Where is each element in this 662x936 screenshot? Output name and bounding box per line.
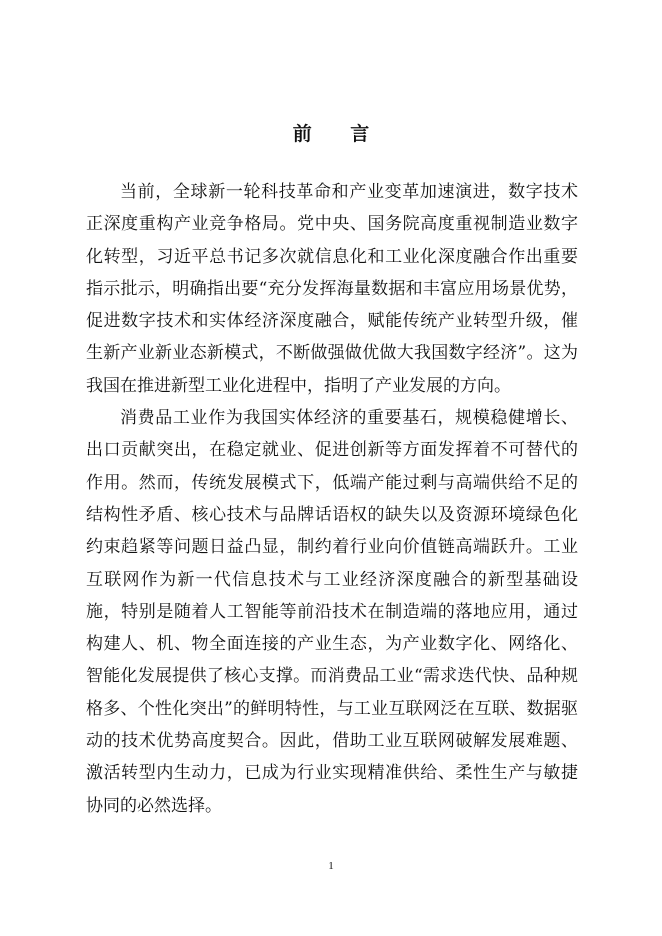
- page-number: 1: [328, 860, 334, 872]
- body-text: [86, 176, 578, 822]
- paragraph-2: 消费品工业作为我国实体经济的重要基石，规模稳健增长、出口贡献突出，在稳定就业、促进创新等方面发挥着不可替代的作用。然而，传统发展模式下，低端产能过剩与高端供给不足的结构性矛盾、核心技术与品牌话语权的缺失以及资源环境绿色化约束趋紧等问题日益凸显，制约着行业向价值链高端跃升。工业互联网作为新一代信息技术与工业经济深度融合的新型基础设施，特别是随着人工智能等前沿技术在制造端的落地应用，通过构建人、机、物全面连接的产业生态，为产业数字化、网络化、智能化发展提供了核心支撑。而消费品工业“需求迭代快、品种规格多、个性化突出”的鲜明特性，与工业互联网泛在互联、数据驱动的技术优势高度契合。因此，借助工业互联网破解发展难题、激活转型内生动力，已成为行业实现精准供给、柔性生产与敏捷协同的必然选择。: [86, 408, 578, 816]
- paragraph-1: 当前，全球新一轮科技革命和产业变革加速演进，数字技术正深度重构产业竞争格局。党中央、国务院高度重视制造业数字化转型，习近平总书记多次就信息化和工业化深度融合作出重要指示批示，明确指出要“充分发挥海量数据和丰富应用场景优势，促进数字技术和实体经济深度融合，赋能传统产业转型升级，催生新产业新业态新模式，不断做强做优做大我国数字经济”。这为我国在推进新型工业化进程中，指明了产业发展的方向。: [86, 182, 578, 396]
- page-title: 前 言: [292, 123, 386, 145]
